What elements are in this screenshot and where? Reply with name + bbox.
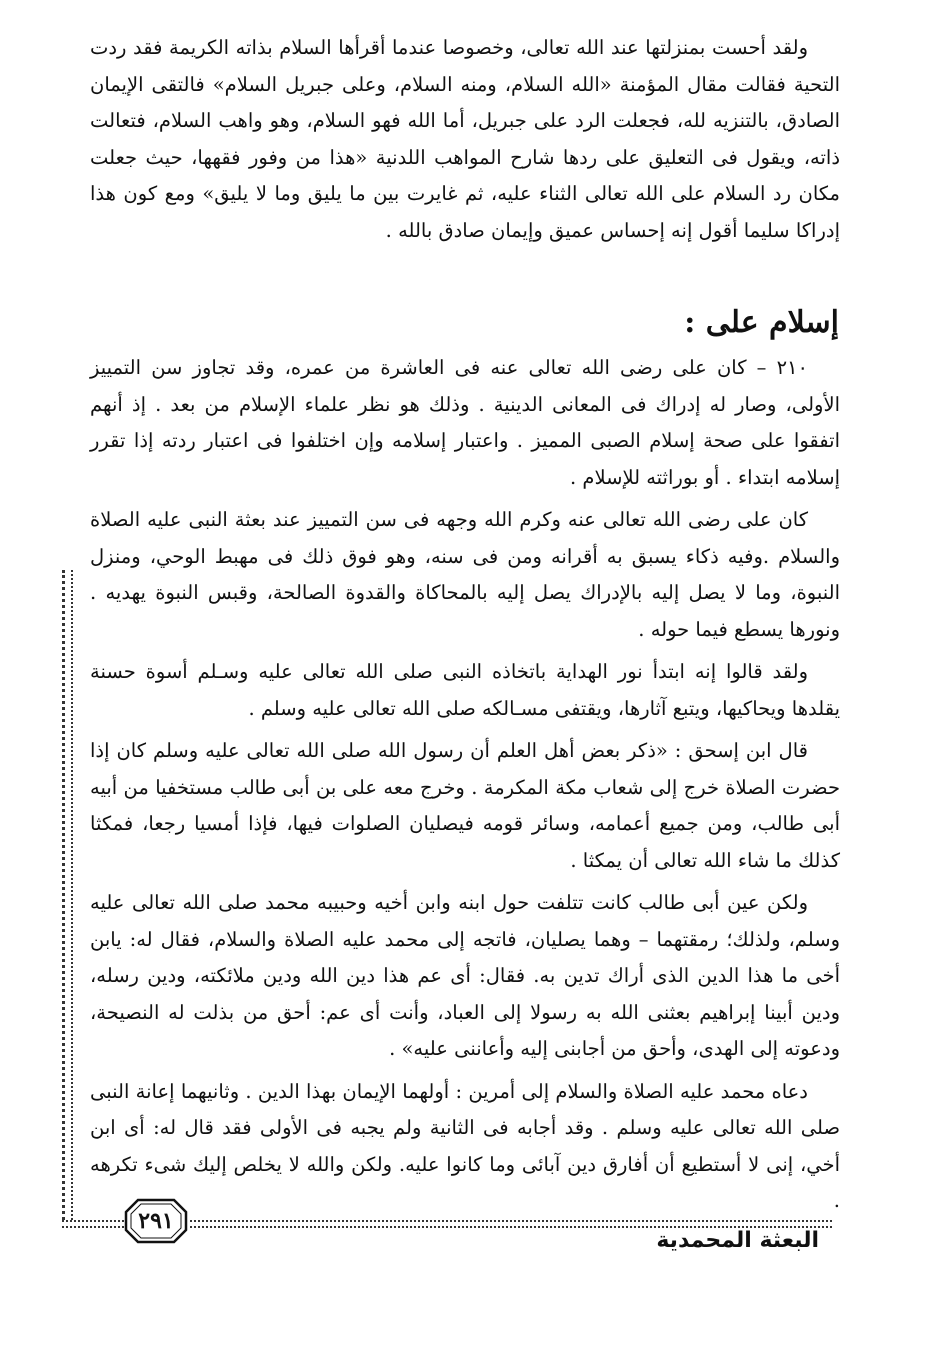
footer-book-title: البعثة المحمدية	[656, 1228, 819, 1253]
paragraph-3: ولقد قالوا إنه ابتدأ نور الهداية باتخاذه النبى صلى الله تعالى عليه وسـلم أسوة حسنة يقلدها ويحاكيها، ويتبع آثارها، ويقتفى مسـالكه صلى الله تعالى عليه وسلم .	[90, 660, 840, 720]
decorative-border-left	[62, 570, 73, 1220]
main-text	[90, 350, 840, 1220]
paragraph-intro: ولقد أحست بمنزلتها عند الله تعالى، وخصوصا عندما أقرأها السلام بذاته الكريمة فقد ردت التحية فقالت مقال المؤمنة «الله السلام، ومنه السلام، وعلى جبريل السلام» فالتقى الإيمان الصادق، بالتنزيه لله، فجعلت الرد على جبريل، أما الله فهو السلام، وهو واهب السلام، فتعالت ذاته، ويقول فى التعليق على ردها شارح المواهب اللدنية «هذا من وفور فقهها، حيث جعلت مكان رد السلام على الله تعالى الثناء عليه، ثم غايرت بين ما يليق وما لا يليق» ومع كون هذا إدراكا سليما أقول إنه إحساس عميق وإيمان صادق بالله .	[90, 36, 840, 242]
paragraph-6: دعاه محمد عليه الصلاة والسلام إلى أمرين : أولهما الإيمان بهذا الدين . وثانيهما إعانة النبى صلى الله تعالى عليه وسلم . وقد أجابه فى الثانية ولم يجبه فى الأولى فقد قال له: أى ابن أخي، إنى لا أستطيع أن أفارق دين آبائى وما كانوا عليه. ولكن والله لا يخلص إليك شىء تكرهه .	[90, 1079, 840, 1212]
paragraph-1: ٢١٠ – كان على رضى الله تعالى عنه فى العاشرة من عمره، وقد تجاوز سن التمييز الأولى، وصار له إدراك فى المعانى الدينية . وذلك هو نظر علماء الإسلام من بعد . إذ أنهم اتفقوا على صحة إسلام الصبى المميز . واعتبار إسلامه وإن اختلفوا فى اعتبار ردته إذا تقرر إسلامه ابتداء . أو بوراثته للإسلام .	[90, 356, 840, 489]
paragraph-4: قال ابن إسحق : «ذكر بعض أهل العلم أن رسول الله صلى الله تعالى عليه وسلم كان إذا حضرت الصلاة خرج إلى شعاب مكة المكرمة . وخرج معه على بن أبى طالب مستخفيا من أبيه أبى طالب، ومن جميع أعمامه، وسائر قومه فيصليان الصلوات فيها، فإذا أمسيا رجعا، فمكثا كذلك ما شاء الله تعالى أن يمكثا .	[90, 739, 840, 872]
page-number-badge	[124, 1198, 188, 1244]
section-heading: إسلام على :	[684, 305, 839, 340]
paragraph-2: كان على رضى الله تعالى عنه وكرم الله وجهه فى سن التمييز عند بعثة النبى عليه الصلاة والسلام .وفيه ذكاء يسبق به أقرانه ومن فى سنه، وهو فوق ذلك فى مهبط الوحي، ومنزل النبوة، وما لا يصل إليه بالإدراك يصل إليه بالمحاكاة والقدوة الصالحة، وقبس النبوة يهديه . ونورها يسطع فيما حوله .	[90, 508, 840, 641]
intro-text	[90, 30, 840, 249]
page-number: ٢٩١	[138, 1208, 174, 1234]
paragraph-5: ولكن عين أبى طالب كانت تتلفت حول ابنه وابن أخيه وحبيبه محمد صلى الله تعالى عليه وسلم، ولذلك؛ رمقتهما – وهما يصليان، فاتجه إلى محمد عليه الصلاة والسلام، فقال له: يابن أخى ما هذا الدين الذى أراك تدين به. فقال: أى عم هذا دين الله ودين ملائكته، ودين رسله، ودين أبينا إبراهيم بعثنى الله به رسولا إلى العباد، وأنت أى عم: أحق من بذلت له النصيحة، ودعوته إلى الهدى، وأحق من أجابنى إليه وأعاننى عليه» .	[90, 891, 840, 1060]
